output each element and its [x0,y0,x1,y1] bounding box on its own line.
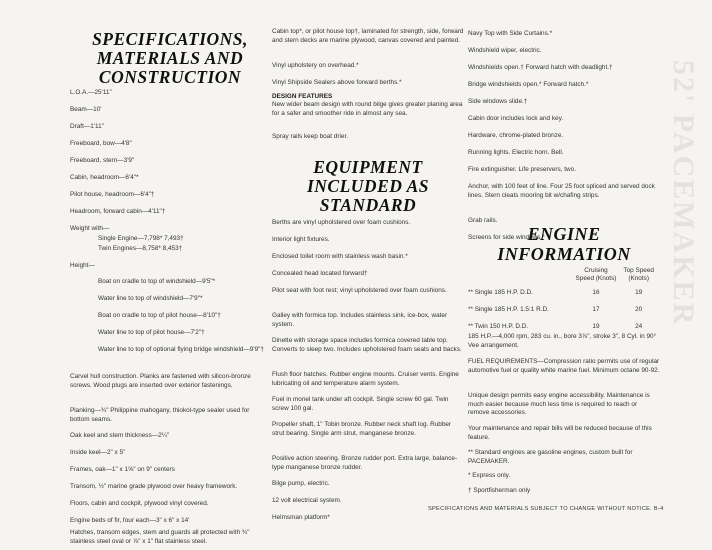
equip-wiper: Windshield wiper, electric. [468,47,542,54]
table-row [468,283,660,297]
engine-name: ** Single 185 H.P. 1.5:1 R.D. [468,306,549,313]
equip-hardware: Hardware, chrome-plated bronze. [468,132,564,139]
engine-top-speed: 19 [635,289,643,296]
spec-hatches: Hatches, transom edges, stem and guards all protected with ¾" stainless steel oval or ⅞" x 1" flat stainless steel. [70,529,250,545]
spec-height-5: Water line to top of optional flying bridge windshield—9'9"† [98,346,264,353]
accessibility-note: Unique design permits easy engine accessibility. Maintenance is much easier because much less time is required to reach or remove accessories. [468,392,650,417]
spec-height-1: Boat on cradle to top of windshield—9'5"* [98,278,216,285]
equip-side-windows: Side windows slide.† [468,98,528,105]
equip-shipside-sealers: Vinyl Shipside Sealers above forward berths.* [272,79,402,86]
spec-height-4: Water line to top of pilot house—7'2"† [98,329,205,336]
watermark-text: 52' PACEMAKER [667,60,700,327]
equip-fire-extinguisher: Fire extinguisher. Life preservers, two. [468,166,576,173]
table-row [468,314,660,331]
equip-windshields-open: Windshields open.† Forward hatch with deadlight.† [468,64,613,71]
equip-bilge-pump: Bilge pump, electric. [272,480,330,487]
equip-galley: Galley with formica top. Includes stainless sink, ice-box, water system. [272,312,448,328]
fuel-requirements-note: FUEL REQUIREMENTS—Compression ratio permits use of regular automotive fuel or quality white marine fuel. Minimum octane 90-92. [468,358,660,374]
spec-height-2: Water line to top of windshield—7'9"* [98,295,203,302]
equip-grab-rails: Grab rails. [468,217,498,224]
engine-spec-note: 185 H.P.—4,000 rpm, 283 cu. in., bore 3⅞", stroke 3", 8 Cyl. in 90° Vee arrangement. [468,333,657,349]
equip-toilet-room: Enclosed toilet room with stainless wash basin.* [272,253,408,260]
cruising-speed-header: Cruising Speed (Knots) [575,267,617,282]
spec-hull-construction: Carvel hull construction. Planks are fastened with silicon-bronze screws. Wood plugs are inserted over exterior fastenings. [70,373,251,389]
equip-floor-hatches: Flush floor hatches. Rubber engine mounts. Cruiser vents. Engine lubricating oil and temperature alarm system. [272,371,459,387]
spec-height-label: Height— [70,262,95,269]
spec-weight-label: Weight with— [70,225,110,232]
engine-table [468,267,660,331]
engine-top-speed: 20 [635,306,643,313]
engine-information-heading: ENGINE INFORMATION [497,224,631,264]
spec-planking: Planking—¾" Philippine mahogany, thiokol-type sealer used for bottom seams. [70,407,250,423]
equip-helmsman-platform: Helmsman platform* [272,514,330,521]
equip-screens: Screens for side windows.* [468,234,545,241]
spec-forward-cabin-headroom: Headroom, forward cabin—4'11"† [70,208,166,215]
equip-navy-top: Navy Top with Side Curtains.* [468,30,553,37]
spec-frames: Frames, oak—1" x 1⅝" on 9" centers [70,466,175,473]
table-row [468,297,660,314]
equip-berths: Berths are vinyl upholstered over foam cushions. [272,219,411,226]
design-feature-wide-beam: New wider beam design with round bilge gives greater planing area for a safer and smoother ride in almost any sea. [272,101,463,117]
spec-freeboard-stern: Freeboard, stern—3'9" [70,157,135,164]
top-speed-header: Top Speed (Knots) [623,267,654,282]
engine-cruising-speed: 16 [592,289,600,296]
design-features-title: DESIGN FEATURES [272,93,333,100]
engine-cruising-speed: 17 [592,306,600,313]
engine-cruising-speed: 19 [592,323,600,330]
engine-table-header [468,267,660,283]
equip-electrical: 12 volt electrical system. [272,497,342,504]
standard-engines-note: ** Standard engines are gasoline engines, custom built for PACEMAKER. [468,449,633,465]
engine-name: ** Twin 150 H.P. D.D. [468,323,529,330]
equip-vinyl-overhead: Vinyl upholstery on overhead.* [272,62,359,69]
equip-light-fixtures: Interior light fixtures. [272,236,330,243]
spec-floors: Floors, cabin and cockpit, plywood vinyl covered. [70,500,209,507]
equip-pilot-seat: Pilot seat with foot rest; vinyl upholstered over foam cushions. [272,287,447,294]
equip-bridge-windshields: Bridge windshields open.* Forward hatch.* [468,81,589,88]
spec-inside-keel: Inside keel—2" x 5" [70,449,126,456]
engine-top-speed: 24 [635,323,643,330]
equip-propeller-shaft: Propeller shaft, 1" Tobin bronze. Rubber neck shaft log. Rubber strut bearing. Single arm strut, manganese bronze. [272,421,452,437]
spec-height-3: Boat on cradle to top of pilot house—8'10"† [98,312,221,319]
spec-freeboard-bow: Freeboard, bow—4'8" [70,140,132,147]
equip-cabin-door: Cabin door includes lock and key. [468,115,564,122]
equip-concealed-head: Concealed head located forward† [272,270,368,277]
footer-notice: SPECIFICATIONS AND MATERIALS SUBJECT TO CHANGE WITHOUT NOTICE. B-4 [428,506,664,512]
engine-name: ** Single 185 H.P. D.D. [468,289,533,296]
maintenance-note: Your maintenance and repair bills will be reduced because of this feature. [468,425,652,441]
equip-running-lights: Running lights. Electric horn. Bell. [468,149,564,156]
spec-pilot-house-headroom: Pilot house, headroom—6'4"† [70,191,155,198]
spec-weight-single: Single Engine—7,798* 7,493† [98,235,184,242]
spec-draft: Draft—1'11" [70,123,104,130]
spec-loa: L.O.A.—25'11" [70,89,112,96]
equip-fuel-tank: Fuel in monel tank under aft cockpit. Single screw 60 gal. Twin screw 100 gal. [272,396,449,412]
specifications-heading: SPECIFICATIONS, MATERIALS AND CONSTRUCTION [92,29,248,87]
equip-steering: Positive action steering. Bronze rudder port. Extra large, balance-type manganese bronze rudder. [272,455,458,471]
engine-table-wrapper [468,267,660,331]
sportfisherman-only-note: † Sportfisherman only [468,487,531,494]
equipment-heading: EQUIPMENT INCLUDED AS STANDARD [306,157,430,215]
spec-engine-beds: Engine beds of fir, four each—3" x 6" x 14' [70,517,190,524]
design-feature-spray-rails: Spray rails keep boat drier. [272,133,349,140]
spec-transom: Transom, ½" marine grade plywood over heavy framework. [70,483,238,490]
spec-keel-stem: Oak keel and stem thickness—2¼" [70,432,170,439]
spec-beam: Beam—10' [70,106,102,113]
equip-dinette: Dinette with storage space includes formica covered table top. Converts to sleep two. Includes upholstered foam seats and backs. [272,337,462,353]
spec-weight-twin: Twin Engines—8,758* 8,453† [98,245,183,252]
spec-cabin-headroom: Cabin, headroom—6'4"* [70,174,139,181]
equip-cabin-top: Cabin top*, or pilot house top†, laminated for strength, side, forward and stern decks are marine plywood, canvas covered and painted. [272,28,464,44]
equip-anchor: Anchor, with 100 feet of line. Four 25 foot spliced and served dock lines. Stern cleats mooring bit w/chafing strips. [468,183,655,199]
express-only-note: * Express only. [468,472,511,479]
